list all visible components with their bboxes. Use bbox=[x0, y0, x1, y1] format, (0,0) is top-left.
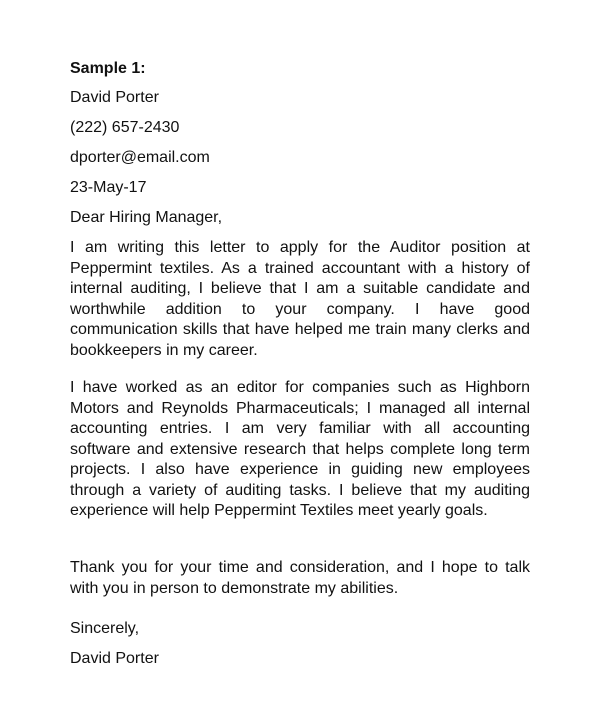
body-paragraph-1: I am writing this letter to apply for the Auditor position at Peppermint textiles. As a trained accountant with a history of internal auditing, I believe that I am a suitable candidate and worthwhile addition to your company. I have good communication skills that have helped me train many clerks and bookkeepers in my career. bbox=[70, 239, 530, 359]
body-paragraph-2: I have worked as an editor for companies such as Highborn Motors and Reynolds Pharmaceuticals; I managed all internal accounting entries. I am very familiar with all accounting software and extensive research that helps complete long term projects. I also have experience in guiding new employees through a variety of auditing tasks. I believe that my auditing experience will help Peppermint Textiles meet yearly goals. bbox=[70, 379, 530, 519]
sample-heading: Sample 1: bbox=[70, 60, 146, 77]
sender-email: dporter@email.com bbox=[70, 149, 210, 166]
sender-phone: (222) 657-2430 bbox=[70, 119, 180, 136]
sender-name: David Porter bbox=[70, 89, 159, 106]
closing: Sincerely, bbox=[70, 620, 140, 637]
body-paragraph-3: Thank you for your time and consideration, and I hope to talk with you in person to demonstrate my abilities. bbox=[70, 559, 530, 597]
signature-name: David Porter bbox=[70, 650, 159, 667]
salutation: Dear Hiring Manager, bbox=[70, 209, 223, 226]
letter-date: 23-May-17 bbox=[70, 179, 147, 196]
